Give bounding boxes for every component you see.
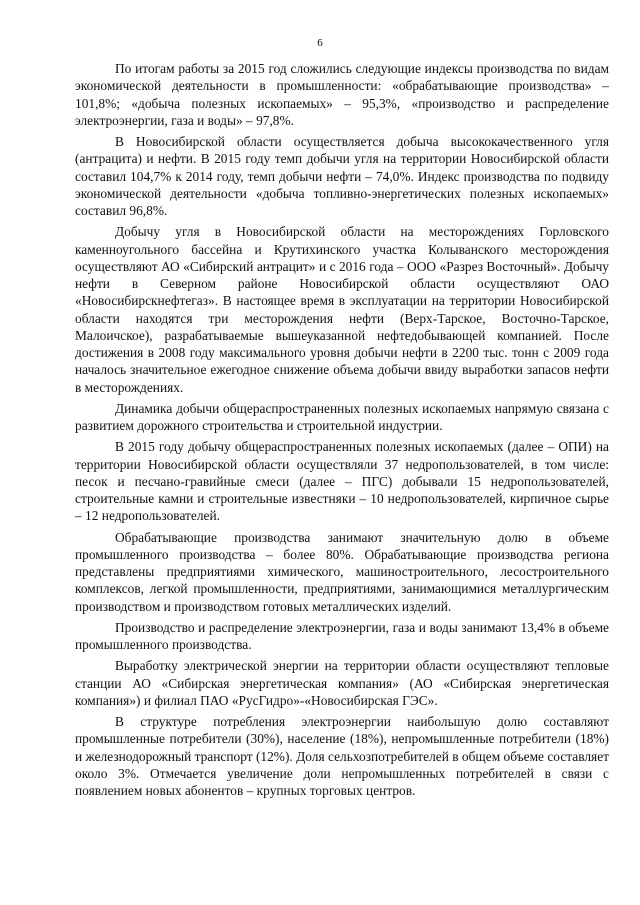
paragraph-production-indices: По итогам работы за 2015 год сложились следующие индексы производства по видам экономической деятельности в промышленности: «обрабатывающие производства» – 101,8%; «добыча полезных ископаемых» – 95,3%, «производство и распределение электроэнергии, газа и воды» – 97,8%. <box>75 61 609 128</box>
paragraph-coal-oil-mining: В Новосибирской области осуществляется добыча высококачественного угля (антрацита) и нефти. В 2015 году темп добычи угля на территории Новосибирской области составил 104,7% к 2014 году, темп добычи нефти – 74,0%. Индекс производства по подвиду экономической деятельности «добыча топливно-энергетических полезных ископаемых» составил 96,8%. <box>75 134 609 218</box>
document-body <box>75 60 609 803</box>
paragraph-power-generation: Выработку электрической энергии на территории области осуществляют тепловые станции АО «Сибирская энергетическая компания» (АО «Сибирская энергетическая компания») и филиал ПАО «РусГидро»-«Новосибирская ГЭС». <box>75 658 609 708</box>
page-number: 6 <box>317 37 323 49</box>
paragraph-common-minerals-dynamics: Динамика добычи общераспространенных полезных ископаемых напрямую связана с развитием дорожного строительства и строительной индустрии. <box>75 400 609 433</box>
paragraph-energy-share: Производство и распределение электроэнергии, газа и воды занимают 13,4% в объеме промышленного производства. <box>75 619 609 652</box>
paragraph-mining-companies: Добычу угля в Новосибирской области на месторождениях Горловского каменноугольного бассейна и Крутихинского участка Колыванского месторождения осуществляют АО «Сибирский антрацит» и с 2016 года – ООО «Разрез Восточный». Добычу нефти в Северном районе Новосибирской области осуществляют ОАО «Новосибирскнефтегаз». В настоящее время в эксплуатации на территории Новосибирской области находятся три месторождения нефти (Верх-Тарское, Восточно-Тарское, Малоичское), разрабатываемые вышеуказанной нефтедобывающей компанией. После достижения в 2008 году максимального уровня добычи нефти в 2200 тыс. тонн с 2009 года началось значительное ежегодное снижение объема добычи ввиду выработки запасов нефти в месторождениях. <box>75 224 609 395</box>
paragraph-power-consumption: В структуре потребления электроэнергии наибольшую долю составляют промышленные потребители (30%), население (18%), непромышленные потребители (18%) и железнодорожный транспорт (12%). Доля сельхозпотребителей в общем объеме составляет около 3%. Отмечается увеличение доли непромышленных потребителей в связи с появлением новых абонентов – крупных торговых центров. <box>75 714 609 798</box>
paragraph-common-minerals-users: В 2015 году добычу общераспространенных полезных ископаемых (далее – ОПИ) на территории Новосибирской области осуществляли 37 недропользователей, в том числе: песок и песчано-гравийные смеси (далее – ПГС) добывали 15 недропользователей, строительные камни и строительные известняки – 10 недропользователей, кирпичное сырье – 12 недропользователей. <box>75 439 609 524</box>
paragraph-manufacturing: Обрабатывающие производства занимают значительную долю в объеме промышленного производства – более 80%. Обрабатывающие производства региона представлены предприятиями химического, машиностроительного, лесостроительного комплексов, легкой промышленности, предприятиями, занимающимися металлургическим производством и производством готовых металлических изделий. <box>75 529 609 614</box>
